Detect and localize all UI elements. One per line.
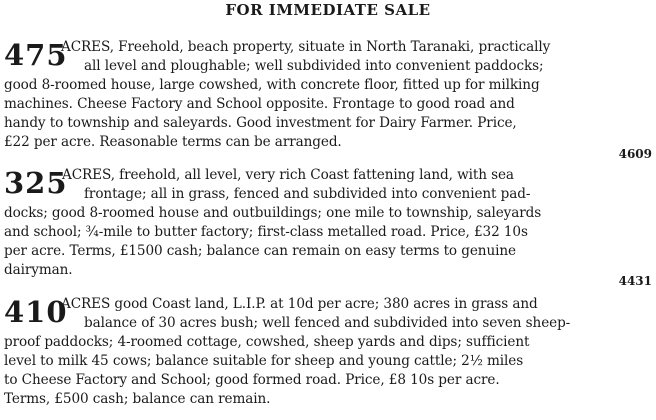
listing-line: docks; good 8-roomed house and outbuildings; one mile to township, saleyards bbox=[4, 205, 542, 221]
listing-line: all level and ploughable; well subdivided into convenient paddocks; bbox=[84, 58, 544, 74]
listing-line: dairyman. bbox=[4, 262, 73, 278]
listing-line: machines. Cheese Factory and School opposite. Frontage to good road and bbox=[4, 96, 515, 112]
listing-line: proof paddocks; 4-roomed cottage, cowshed, sheep yards and dips; sufficient bbox=[4, 334, 530, 350]
listing-reference-number: 4609 bbox=[618, 147, 652, 161]
listing-475 bbox=[4, 38, 652, 166]
listing-line: handy to township and saleyards. Good investment for Dairy Farmer. Price, bbox=[4, 115, 517, 131]
listing-line: to Cheese Factory and School; good formed road. Price, £8 10s per acre. bbox=[4, 372, 500, 388]
page-heading: FOR IMMEDIATE SALE bbox=[225, 1, 431, 19]
listing-line: and school; ¾-mile to butter factory; first-class metalled road. Price, £32 10s bbox=[4, 224, 528, 240]
listing-line: per acre. Terms, £1500 cash; balance can remain on easy terms to genuine bbox=[4, 243, 516, 259]
listing-acreage-number: 325 bbox=[4, 166, 68, 200]
listing-325 bbox=[4, 166, 652, 292]
listing-acreage-number: 410 bbox=[4, 295, 68, 329]
listing-line: balance of 30 acres bush; well fenced and subdivided into seven sheep- bbox=[84, 315, 571, 331]
listing-line: Terms, £500 cash; balance can remain. bbox=[4, 391, 271, 407]
listing-line: ACRES good Coast land, L.I.P. at 10d per acre; 380 acres in grass and bbox=[61, 296, 538, 312]
listing-line: good 8-roomed house, large cowshed, with concrete floor, fitted up for milking bbox=[4, 77, 540, 93]
listing-line: level to milk 45 cows; balance suitable for sheep and young cattle; 2½ miles bbox=[4, 353, 524, 369]
listing-line: ACRES, freehold, all level, very rich Coast fattening land, with sea bbox=[62, 167, 514, 183]
listing-line: frontage; all in grass, fenced and subdivided into convenient pad- bbox=[84, 186, 531, 202]
listing-acreage-number: 475 bbox=[4, 38, 68, 72]
listing-410 bbox=[4, 295, 652, 417]
listing-line: ACRES, Freehold, beach property, situate in North Taranaki, practically bbox=[61, 39, 551, 55]
listing-reference-number: 4431 bbox=[618, 274, 652, 288]
listing-line: £22 per acre. Reasonable terms can be arranged. bbox=[4, 134, 342, 150]
